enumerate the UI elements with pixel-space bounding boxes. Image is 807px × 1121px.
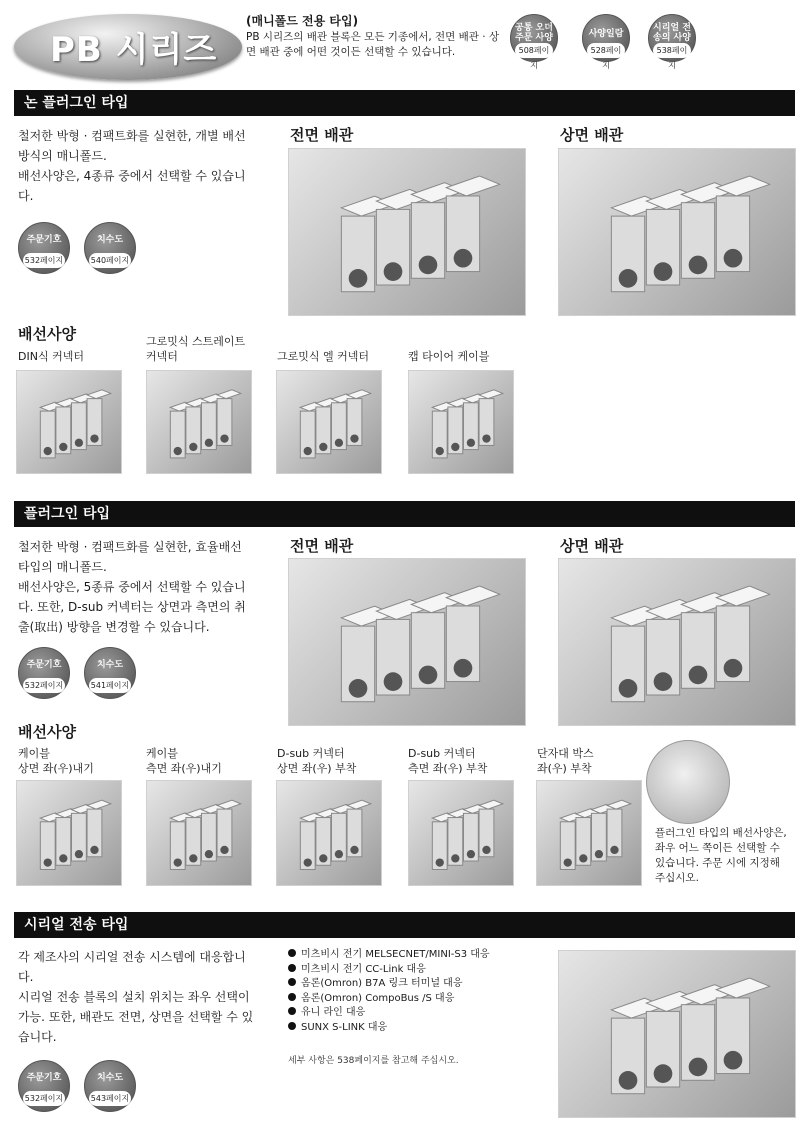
wiring-label-terminal-box: 단자대 박스 좌(우) 부착 <box>537 747 594 775</box>
plugin-front-photo <box>288 558 526 726</box>
badge-order-code[interactable]: 주문기호 532페이지 <box>18 222 70 274</box>
serial-manifold-photo <box>558 950 796 1118</box>
serial-note: 세부 사항은 538페이지를 참고해 주십시오. <box>288 1056 459 1066</box>
wiring-title: 배선사양 <box>18 723 76 741</box>
non-plugin-description: 철저한 박형 · 컴팩트화를 실현한, 개별 배선 방식의 매니폴드. 배선사양은, 4종류 중에서 선택할 수 있습니 다. <box>18 129 246 203</box>
wiring-label-grommet-l: 그로밋식 엘 커넥터 <box>277 350 370 363</box>
list-item: 옴론(Omron) B7A 링크 터미널 대응 <box>288 977 548 992</box>
wiring-title: 배선사양 <box>18 325 76 343</box>
badge-title: 사양일람 <box>588 29 624 39</box>
section-title-serial: 시리얼 전송 타입 <box>14 912 795 938</box>
wiring-label-dsub-top: D-sub 커넥터 상면 좌(우) 부착 <box>277 747 357 775</box>
wiring-dsub-top-photo <box>276 780 382 886</box>
wiring-din-photo <box>16 370 122 474</box>
front-piping-label: 전면 배관 <box>290 537 354 555</box>
badge-page: 528페이지 <box>587 43 625 58</box>
plugin-callout-text: 플러그인 타입의 배선사양은, 좌우 어느 쪽이든 선택할 수 있습니다. 주문 시에 지정해 주십시오. <box>655 827 787 884</box>
wiring-grommet-l-photo <box>276 370 382 474</box>
badge-common-order[interactable] <box>510 14 558 70</box>
badge-page: 538페이지 <box>653 43 691 58</box>
badge-dimension[interactable]: 치수도 541페이지 <box>84 647 136 699</box>
wiring-label-cable-top: 케이블 상면 좌(우)내기 <box>18 747 94 775</box>
wiring-cabtire-photo <box>408 370 514 474</box>
series-logo-text: PB 시리즈 <box>50 30 218 70</box>
terminal-detail-circle-photo <box>646 740 730 824</box>
plugin-top-photo <box>558 558 796 726</box>
badge-serial-spec[interactable] <box>648 14 696 70</box>
section-title-plugin: 플러그인 타입 <box>14 501 795 527</box>
front-piping-label: 전면 배관 <box>290 126 354 144</box>
wiring-cable-top-photo <box>16 780 122 886</box>
wiring-cable-side-photo <box>146 780 252 886</box>
badge-title: 시리얼 전송의 사양 <box>653 23 691 43</box>
plugin-description: 철저한 박형 · 컴팩트화를 실현한, 효율배선 타입의 매니폴드. 배선사양은, 5종류 중에서 선택할 수 있습니 다. 또한, D-sub 커넥터는 상면과 측면의 취 출(取出) 방향을 변경할 수 있습니다. <box>18 540 246 634</box>
section-title-non-plugin: 논 플러그인 타입 <box>14 90 795 116</box>
serial-description: 각 제조사의 시리얼 전송 시스템에 대응합니 다. 시리얼 전송 블록의 설치 위치는 좌우 선택이 가능. 또한, 배관도 전면, 상면을 선택할 수 있 습니다. <box>18 950 254 1044</box>
badge-spec-list[interactable] <box>582 14 630 70</box>
top-piping-label: 상면 배관 <box>560 126 624 144</box>
badge-dimension[interactable]: 치수도 540페이지 <box>84 222 136 274</box>
header-subtitle: (매니폴드 전용 타입) <box>246 14 359 28</box>
wiring-label-cabtire: 캡 타이어 케이블 <box>408 350 490 363</box>
badge-page: 508페이지 <box>515 43 553 58</box>
header-description: PB 시리즈의 배관 블록은 모든 기종에서, 전면 배관 · 상면 배관 중에 어떤 것이든 선택할 수 있습니다. <box>246 31 500 58</box>
list-item: 미츠비시 전기 MELSECNET/MINI-S3 대응 <box>288 948 548 963</box>
badge-title: 공통 오더 주문 사양 <box>515 23 553 43</box>
wiring-label-dsub-side: D-sub 커넥터 측면 좌(우) 부착 <box>408 747 488 775</box>
serial-compatibility-list <box>288 948 548 1036</box>
manifold-top-photo <box>558 148 796 316</box>
wiring-label-din: DIN식 커넥터 <box>18 350 84 363</box>
badge-dimension[interactable]: 치수도 543페이지 <box>84 1060 136 1112</box>
wiring-grommet-straight-photo <box>146 370 252 474</box>
list-item: 옴론(Omron) CompoBus /S 대응 <box>288 992 548 1007</box>
wiring-dsub-side-photo <box>408 780 514 886</box>
top-piping-label: 상면 배관 <box>560 537 624 555</box>
badge-order-code[interactable]: 주문기호 532페이지 <box>18 647 70 699</box>
manifold-front-photo <box>288 148 526 316</box>
wiring-label-cable-side: 케이블 측면 좌(우)내기 <box>146 747 222 775</box>
list-item: SUNX S-LINK 대응 <box>288 1021 548 1036</box>
list-item: 유니 라인 대응 <box>288 1006 548 1021</box>
wiring-label-grommet-straight: 그로밋식 스트레이트 커넥터 <box>146 335 246 363</box>
list-item: 미츠비시 전기 CC-Link 대응 <box>288 963 548 978</box>
badge-order-code[interactable]: 주문기호 532페이지 <box>18 1060 70 1112</box>
wiring-terminal-box-photo <box>536 780 642 886</box>
